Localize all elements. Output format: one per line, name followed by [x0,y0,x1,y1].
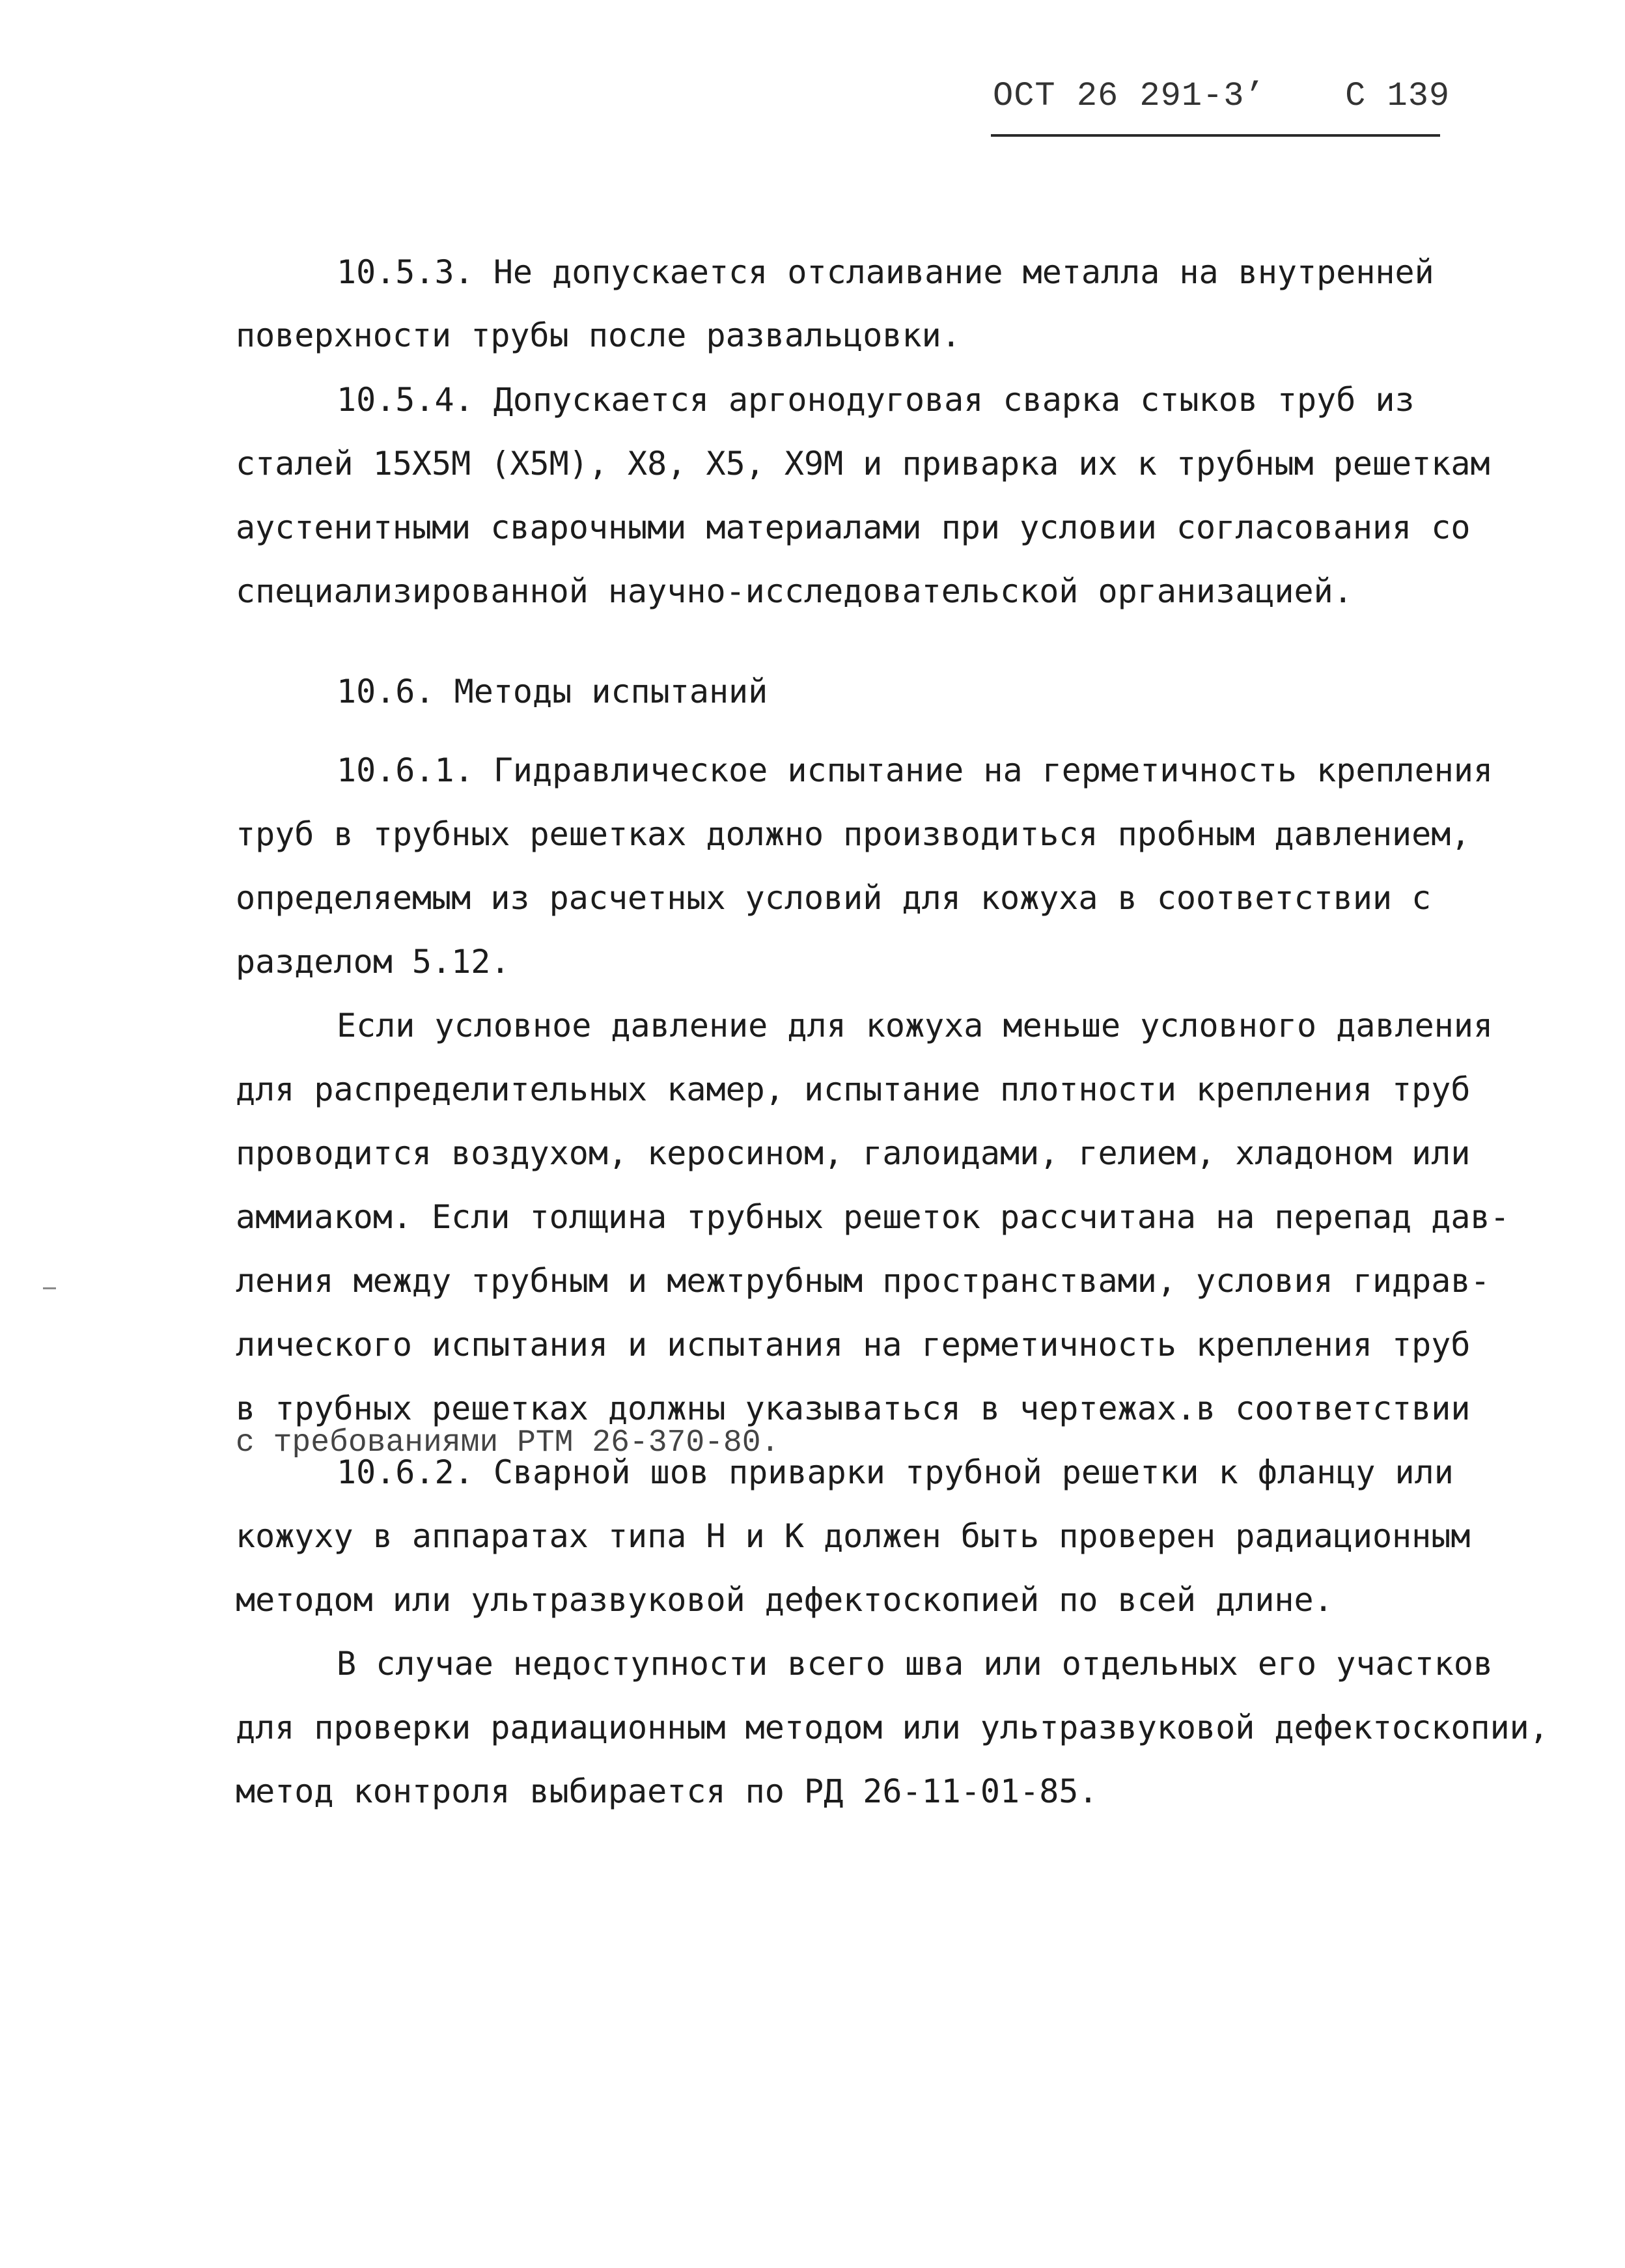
header-page-label: С 139 [1345,77,1451,115]
paragraph-10-5-4-line-4: специализированной научно-исследовательской организацией. [236,572,1353,610]
paragraph-inaccessibility-line-1: В случае недоступности всего шва или отдельных его участков [337,1645,1493,1683]
inserted-amendment-line: с требованиями РТМ 26-370-80. [236,1425,780,1461]
paragraph-10-5-4-line-1: 10.5.4. Допускается аргонодуговая сварка стыков труб из [337,381,1415,419]
paragraph-10-5-4-line-3: аустенитными сварочными материалами при условии согласования со [236,509,1471,546]
paragraph-conditions-line-6: лического испытания и испытания на герметичность крепления труб [236,1326,1471,1364]
paragraph-10-6-2-line-3: методом или ультразвуковой дефектоскопией по всей длине. [236,1581,1333,1619]
paragraph-conditions-line-1: Если условное давление для кожуха меньше условного давления [337,1007,1493,1044]
paragraph-10-6-1-line-4: разделом 5.12. [236,943,510,981]
paragraph-10-6-1-line-1: 10.6.1. Гидравлическое испытание на герметичность крепления [337,751,1493,789]
paragraph-10-6-1-line-3: определяемым из расчетных условий для кожуха в соответствии с [236,879,1432,917]
paragraph-inaccessibility-line-3: метод контроля выбирается по РД 26-11-01-85. [236,1772,1098,1810]
paragraph-10-5-3-line-1: 10.5.3. Не допускается отслаивание металла на внутренней [337,253,1434,291]
paragraph-conditions-line-2: для распределительных камер, испытание плотности крепления труб [236,1071,1471,1108]
paragraph-10-6-2-line-2: кожуху в аппаратах типа Н и К должен быть проверен радиационным [236,1517,1471,1555]
header-underline [991,134,1440,137]
paragraph-10-6-2-line-1: 10.6.2. Сварной шов приварки трубной решетки к фланцу или [337,1453,1454,1491]
paragraph-conditions-line-4: аммиаком. Если толщина трубных решеток рассчитана на перепад дав- [236,1198,1510,1236]
paragraph-10-5-4-line-2: сталей 15Х5М (Х5М), Х8, Х5, Х9М и приварка их к трубным решеткам [236,445,1490,483]
paragraph-inaccessibility-line-2: для проверки радиационным методом или ультразвуковой дефектоскопии, [236,1709,1549,1746]
paragraph-conditions-line-3: проводится воздухом, керосином, галоидами, гелием, хладоном или [236,1134,1471,1172]
header-doc-number: ОСТ 26 291-3’ [993,77,1266,115]
paragraph-10-5-3-line-2: поверхности трубы после развальцовки. [236,316,961,354]
section-heading-10-6: 10.6. Методы испытаний [337,673,768,710]
page-header [993,77,1451,115]
margin-tick [43,1287,56,1289]
paragraph-conditions-line-7: в трубных решетках должны указываться в чертежах.в соответствии [236,1390,1471,1427]
paragraph-10-6-1-line-2: труб в трубных решетках должно производиться пробным давлением, [236,815,1471,853]
paragraph-conditions-line-5: ления между трубным и межтрубным пространствами, условия гидрав- [236,1262,1490,1300]
